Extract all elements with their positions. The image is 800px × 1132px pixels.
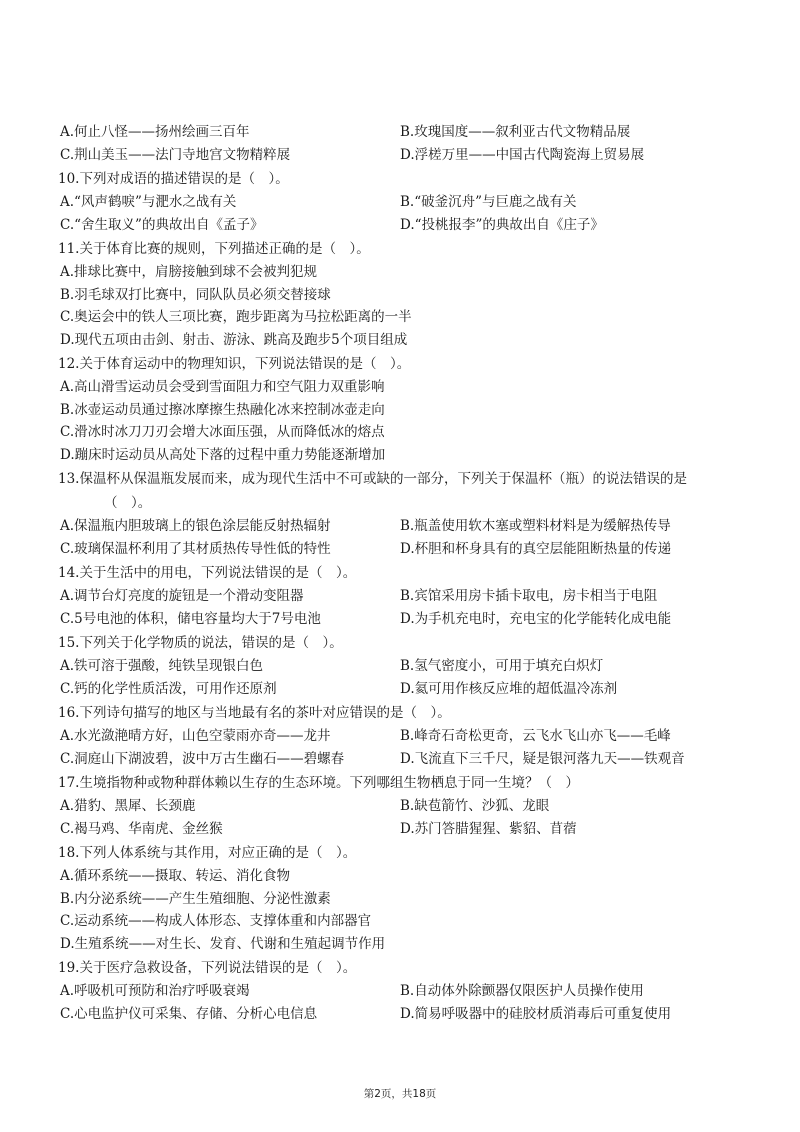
question-18: [44, 841, 744, 955]
question-16: [44, 701, 744, 770]
option-b: B.内分泌系统——产生生殖细胞、分泌性激素: [60, 890, 331, 907]
option-a: A.“风声鹤唳”与淝水之战有关: [60, 194, 237, 210]
option-a: A.猎豹、黑犀、长颈鹿: [60, 798, 196, 814]
option-b: B.峰奇石奇松更奇，云飞水飞山亦飞——毛峰: [400, 728, 671, 744]
option-b: B.“破釜沉舟”与巨鹿之战有关: [400, 194, 577, 210]
option-b: B.冰壶运动员通过擦冰摩擦生热融化冰来控制冰壶走向: [60, 401, 385, 418]
option-d: D.苏门答腊猩猩、紫貂、苜蓿: [400, 820, 577, 837]
option-b: B.缺苞箭竹、沙狐、龙眼: [400, 798, 550, 814]
option-d: D.杯胆和杯身具有的真空层能阻断热量的传递: [400, 540, 672, 557]
question-stem: 18.下列人体系统与其作用，对应正确的是（ ）。: [58, 845, 357, 861]
option-d: D.氦可用作核反应堆的超低温冷冻剂: [400, 680, 618, 697]
question-stem: 17.生境指物种或物种群体赖以生存的生态环境。下列哪组生物栖息于同一生境？（ ）: [58, 775, 579, 791]
option-c: C.玻璃保温杯利用了其材质热传导性低的特性: [60, 540, 331, 557]
question-9-options: [44, 121, 744, 166]
question-12: [44, 352, 744, 466]
question-stem-continuation: （ ）。: [104, 495, 152, 511]
option-a: A.保温瓶内胆玻璃上的银色涂层能反射热辐射: [60, 518, 331, 534]
page-content: [44, 121, 744, 1026]
option-d: D.简易呼吸器中的硅胶材质消毒后可重复使用: [400, 1005, 672, 1022]
option-b: B.自动体外除颤器仅限医护人员操作使用: [400, 983, 644, 999]
option-d: D.蹦床时运动员从高处下落的过程中重力势能逐渐增加: [60, 446, 386, 463]
option-a: A.排球比赛中，肩膀接触到球不会被判犯规: [60, 264, 318, 280]
option-d: D.生殖系统——对生长、发育、代谢和生殖起调节作用: [60, 935, 386, 952]
question-stem: 13.保温杯从保温瓶发展而来，成为现代生活中不可或缺的一部分，下列关于保温杯（瓶）的说法错误的是: [58, 471, 687, 487]
option-d: D.为手机充电时，充电宝的化学能转化成电能: [400, 610, 672, 627]
option-b: B.羽毛球双打比赛中，同队队员必须交替接球: [60, 286, 331, 303]
option-c: C.滑冰时冰刀刀刃会增大冰面压强，从而降低冰的熔点: [60, 424, 385, 440]
question-stem: 12.关于体育运动中的物理知识，下列说法错误的是（ ）。: [58, 356, 411, 372]
option-c: C.荆山美玉——法门寺地宫文物精粹展: [60, 146, 291, 163]
option-a: A.呼吸机可预防和治疗呼吸衰竭: [60, 983, 250, 999]
option-a: A.循环系统——摄取、转运、消化食物: [60, 868, 291, 884]
option-b: B.宾馆采用房卡插卡取电，房卡相当于电阻: [400, 588, 658, 604]
question-stem: 19.关于医疗急救设备，下列说法错误的是（ ）。: [58, 960, 357, 976]
question-19: [44, 956, 744, 1025]
question-stem: 15.下列关于化学物质的说法，错误的是（ ）。: [58, 635, 343, 651]
question-11: [44, 237, 744, 351]
question-10: [44, 167, 744, 236]
option-d: D.“投桃报李”的典故出自《庄子》: [400, 216, 604, 233]
question-stem: 10.下列对成语的描述错误的是（ ）。: [58, 171, 289, 187]
option-b: B.玫瑰国度——叙利亚古代文物精品展: [400, 124, 631, 140]
option-c: C.“舍生取义”的典故出自《孟子》: [60, 216, 264, 233]
option-a: A.水光潋滟晴方好，山色空蒙雨亦奇——龙井: [60, 728, 331, 744]
question-stem: 11.关于体育比赛的规则，下列描述正确的是（ ）。: [58, 241, 370, 257]
question-14: [44, 561, 744, 630]
question-stem: 16.下列诗句描写的地区与当地最有名的茶叶对应错误的是（ ）。: [58, 705, 451, 721]
option-a: A.何止八怪——扬州绘画三百年: [60, 124, 250, 140]
option-a: A.调节台灯亮度的旋钮是一个滑动变阻器: [60, 588, 304, 604]
question-15: [44, 631, 744, 700]
option-c: C.褐马鸡、华南虎、金丝猴: [60, 820, 223, 837]
option-d: D.浮槎万里——中国古代陶瓷海上贸易展: [400, 146, 645, 163]
question-13: [44, 467, 744, 560]
option-b: B.氢气密度小，可用于填充白炽灯: [400, 658, 604, 674]
question-17: [44, 771, 744, 840]
option-a: A.高山滑雪运动员会受到雪面阻力和空气阻力双重影响: [60, 379, 385, 395]
option-c: C.5号电池的体积，储电容量均大于7号电池: [60, 610, 321, 627]
option-b: B.瓶盖使用软木塞或塑料材料是为缓解热传导: [400, 518, 671, 534]
option-c: C.运动系统——构成人体形态、支撑体重和内部器官: [60, 913, 372, 929]
option-c: C.钙的化学性质活泼，可用作还原剂: [60, 680, 277, 697]
question-stem: 14.关于生活中的用电，下列说法错误的是（ ）。: [58, 565, 357, 581]
option-d: D.现代五项由击剑、射击、游泳、跳高及跑步5个项目组成: [60, 331, 408, 348]
option-d: D.飞流直下三千尺，疑是银河落九天——铁观音: [400, 750, 685, 767]
option-c: C.心电监护仪可采集、存储、分析心电信息: [60, 1005, 318, 1022]
option-a: A.铁可溶于强酸，纯铁呈现银白色: [60, 658, 264, 674]
option-c: C.洞庭山下湖波碧，波中万古生幽石——碧螺春: [60, 750, 345, 767]
option-c: C.奥运会中的铁人三项比赛，跑步距离为马拉松距离的一半: [60, 309, 412, 325]
page-number-footer: 第2页，共18页: [363, 1088, 437, 1100]
